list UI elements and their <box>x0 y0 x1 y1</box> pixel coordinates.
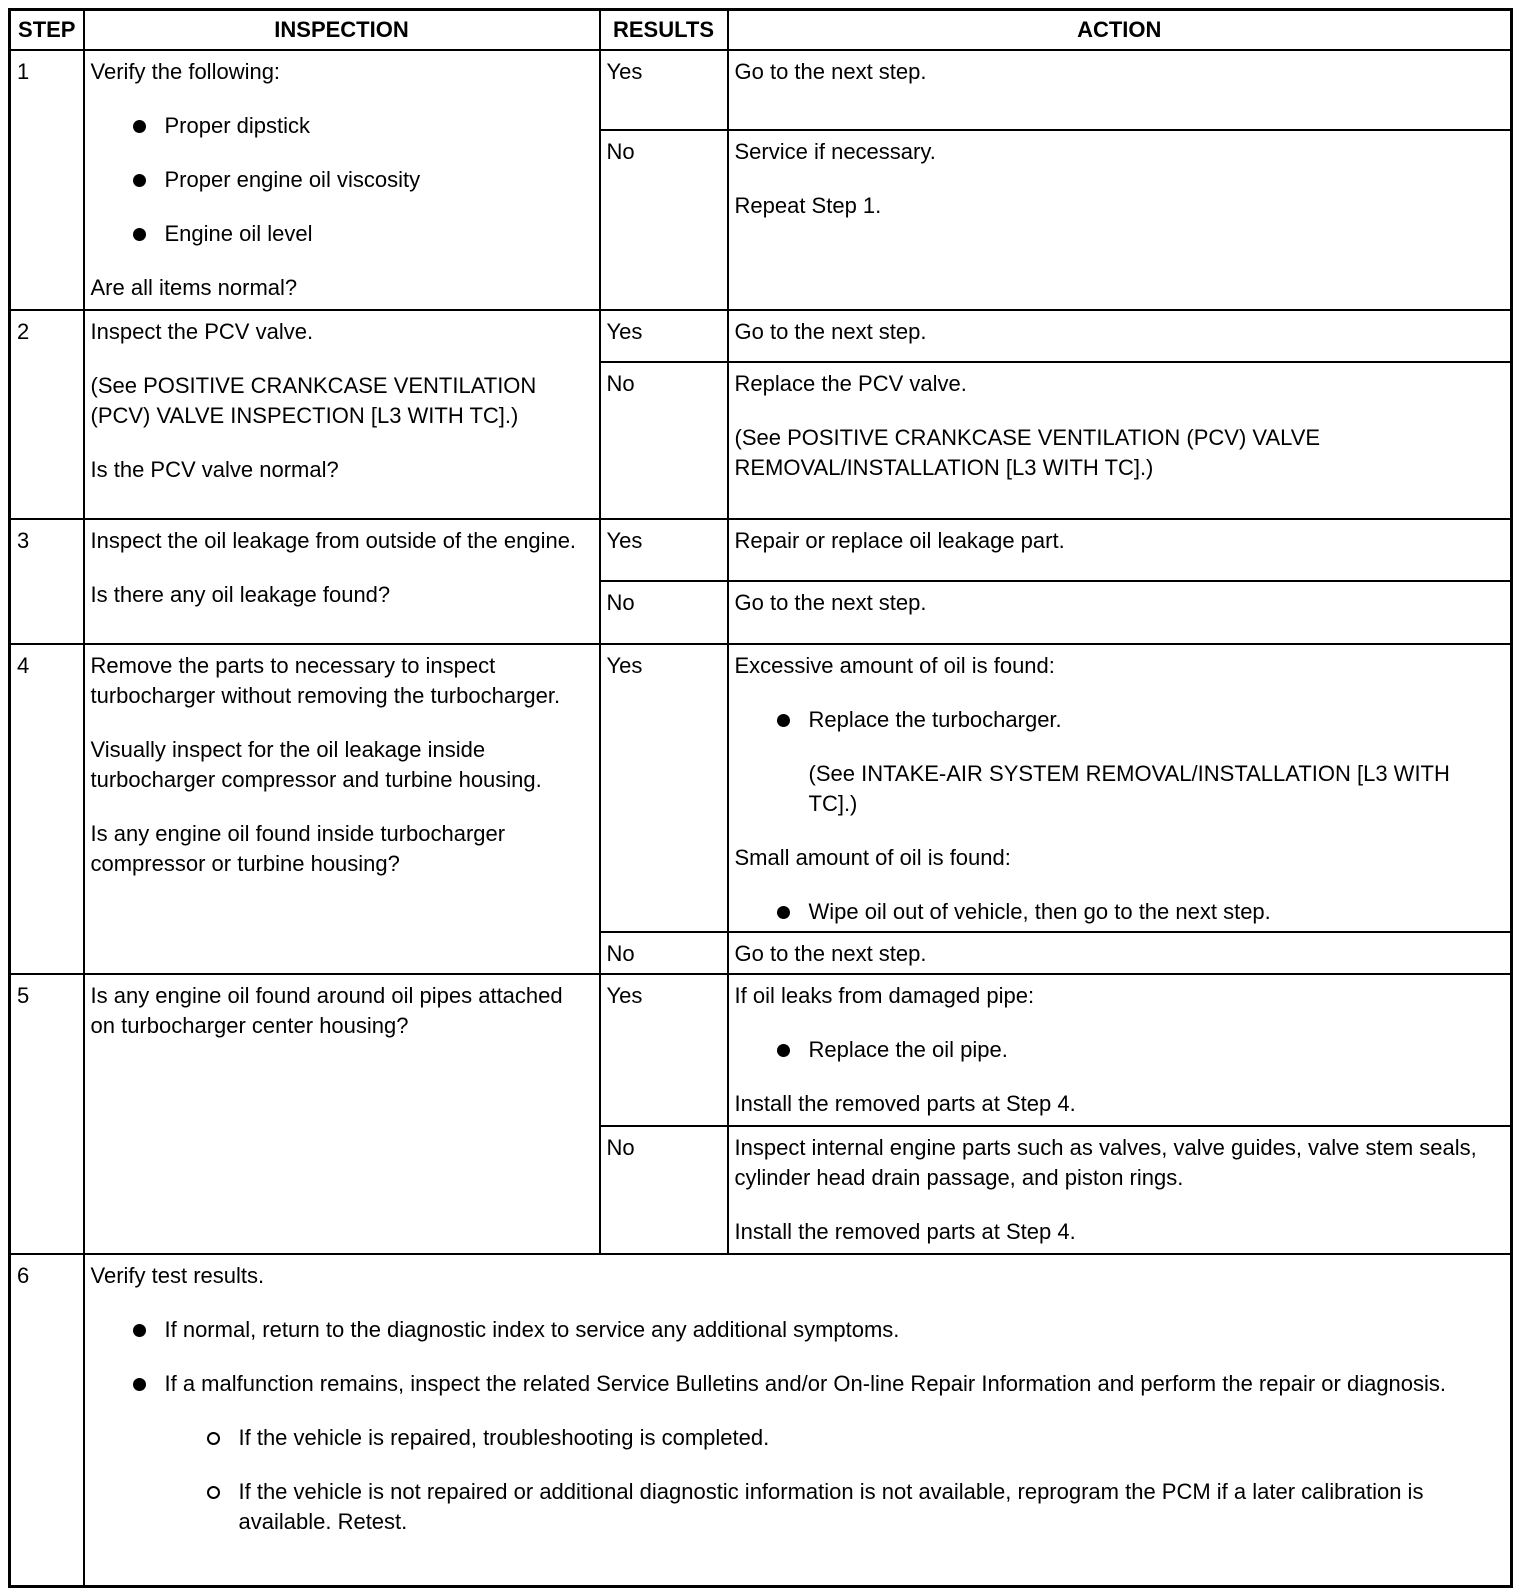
bullet-list <box>735 897 1505 927</box>
step-number: 3 <box>10 519 84 644</box>
list-item: If the vehicle is not repaired or additional diagnostic information is not available, reprogram the PCM if a later calibration is available. Retest. <box>207 1477 1505 1537</box>
action-cell: Repair or replace oil leakage part. <box>728 519 1512 581</box>
inspection-question: Is any engine oil found around oil pipes attached on turbocharger center housing? <box>90 983 563 1038</box>
step-number: 5 <box>10 974 84 1254</box>
action-cell: Go to the next step. <box>728 581 1512 644</box>
bullet-icon <box>133 1378 146 1391</box>
inspection-cell: Inspect the oil leakage from outside of the engine. Is there any oil leakage found? <box>84 519 600 644</box>
action-cell: Go to the next step. <box>728 310 1512 362</box>
inspection-question: Is the PCV valve normal? <box>90 457 339 482</box>
bullet-icon <box>133 174 146 187</box>
result-yes: Yes <box>600 310 728 362</box>
bullet-list <box>91 111 593 249</box>
result-yes: Yes <box>600 519 728 581</box>
inspection-text: Verify the following: <box>90 59 281 84</box>
step-2-row <box>10 310 1512 362</box>
inspection-cell <box>84 50 600 310</box>
list-item: If a malfunction remains, inspect the related Service Bulletins and/or On-line Repair Information and perform the repair or diagnosis. If the vehicle is repaired, troubleshooting is completed. If the vehicle is not repaired or additional diagnostic information is not available, reprogram the PCM if a later calibration is available. Retest. <box>133 1369 1505 1537</box>
inspection-question: Is there any oil leakage found? <box>90 582 391 607</box>
list-item: Proper dipstick <box>133 111 593 141</box>
header-step: STEP <box>10 10 84 51</box>
list-item: If normal, return to the diagnostic index to service any additional symptoms. <box>133 1315 1505 1345</box>
bullet-icon <box>777 906 790 919</box>
inspection-cell: Verify test results. If normal, return to the diagnostic index to service any additional symptoms. If a malfunction remains, inspect the related Service Bulletins and/or On-line Repair Information and perform the repair or diagnosis. If the vehicle is repaired, troubleshooting is completed. If the vehicle is not repaired or additional diagnostic information is not available, reprogram the PCM if a later calibration is available. Retest. <box>84 1254 1512 1587</box>
step-4-row <box>10 644 1512 932</box>
step-5-row <box>10 974 1512 1126</box>
action-cell: Go to the next step. <box>728 50 1512 130</box>
result-no: No <box>600 362 728 519</box>
step-number: 2 <box>10 310 84 519</box>
list-item: If the vehicle is repaired, troubleshooting is completed. <box>207 1423 1505 1453</box>
inspection-cell: Inspect the PCV valve. (See POSITIVE CRANKCASE VENTILATION (PCV) VALVE INSPECTION [L3 WITH TC].) Is the PCV valve normal? <box>84 310 600 519</box>
bullet-icon <box>133 1324 146 1337</box>
header-results: RESULTS <box>600 10 728 51</box>
header-action: ACTION <box>728 10 1512 51</box>
result-no: No <box>600 1126 728 1254</box>
bullet-list <box>735 705 1505 735</box>
bullet-list <box>91 1315 1505 1537</box>
step-number: 4 <box>10 644 84 974</box>
circle-bullet-icon <box>207 1432 220 1445</box>
list-item: Replace the turbocharger. <box>777 705 1505 735</box>
result-yes: Yes <box>600 50 728 130</box>
header-row <box>10 10 1512 51</box>
action-cell: Service if necessary. Repeat Step 1. <box>728 130 1512 310</box>
list-item: Engine oil level <box>133 219 593 249</box>
bullet-icon <box>133 120 146 133</box>
inspection-question: Are all items normal? <box>90 275 298 300</box>
action-cell: Go to the next step. <box>728 932 1512 974</box>
result-yes: Yes <box>600 644 728 932</box>
list-item: Replace the oil pipe. <box>777 1035 1505 1065</box>
reference-text: (See INTAKE-AIR SYSTEM REMOVAL/INSTALLATION [L3 WITH TC].) <box>808 761 1450 816</box>
result-yes: Yes <box>600 974 728 1126</box>
step-1-row <box>10 50 1512 130</box>
sub-list <box>165 1423 1505 1537</box>
bullet-icon <box>133 228 146 241</box>
action-cell: If oil leaks from damaged pipe: Replace the oil pipe. Install the removed parts at Step 4. <box>728 974 1512 1126</box>
action-cell: Excessive amount of oil is found: Replace the turbocharger. (See INTAKE-AIR SYSTEM REMOVAL/INSTALLATION [L3 WITH TC].) Small amount of oil is found: Wipe oil out of vehicle, then go to the next step. <box>728 644 1512 932</box>
bullet-icon <box>777 714 790 727</box>
inspection-cell: Remove the parts to necessary to inspect turbocharger without removing the turbocharger. Visually inspect for the oil leakage inside turbocharger compressor and turbine housing. Is any engine oil found inside turbocharger compressor or turbine housing? <box>84 644 600 974</box>
step-number: 1 <box>10 50 84 310</box>
circle-bullet-icon <box>207 1486 220 1499</box>
bullet-icon <box>777 1044 790 1057</box>
inspection-question: Is any engine oil found inside turbocharger compressor or turbine housing? <box>90 821 506 876</box>
step-number: 6 <box>10 1254 84 1587</box>
step-3-row <box>10 519 1512 581</box>
list-item: Proper engine oil viscosity <box>133 165 593 195</box>
diagnostic-table <box>8 8 1513 1588</box>
step-6-row <box>10 1254 1512 1587</box>
list-item: Wipe oil out of vehicle, then go to the next step. <box>777 897 1505 927</box>
result-no: No <box>600 581 728 644</box>
result-no: No <box>600 130 728 310</box>
result-no: No <box>600 932 728 974</box>
action-cell: Replace the PCV valve. (See POSITIVE CRANKCASE VENTILATION (PCV) VALVE REMOVAL/INSTALLATION [L3 WITH TC].) <box>728 362 1512 519</box>
inspection-cell <box>84 974 600 1254</box>
header-inspection: INSPECTION <box>84 10 600 51</box>
bullet-list <box>735 1035 1505 1065</box>
action-cell: Inspect internal engine parts such as valves, valve guides, valve stem seals, cylinder head drain passage, and piston rings. Install the removed parts at Step 4. <box>728 1126 1512 1254</box>
